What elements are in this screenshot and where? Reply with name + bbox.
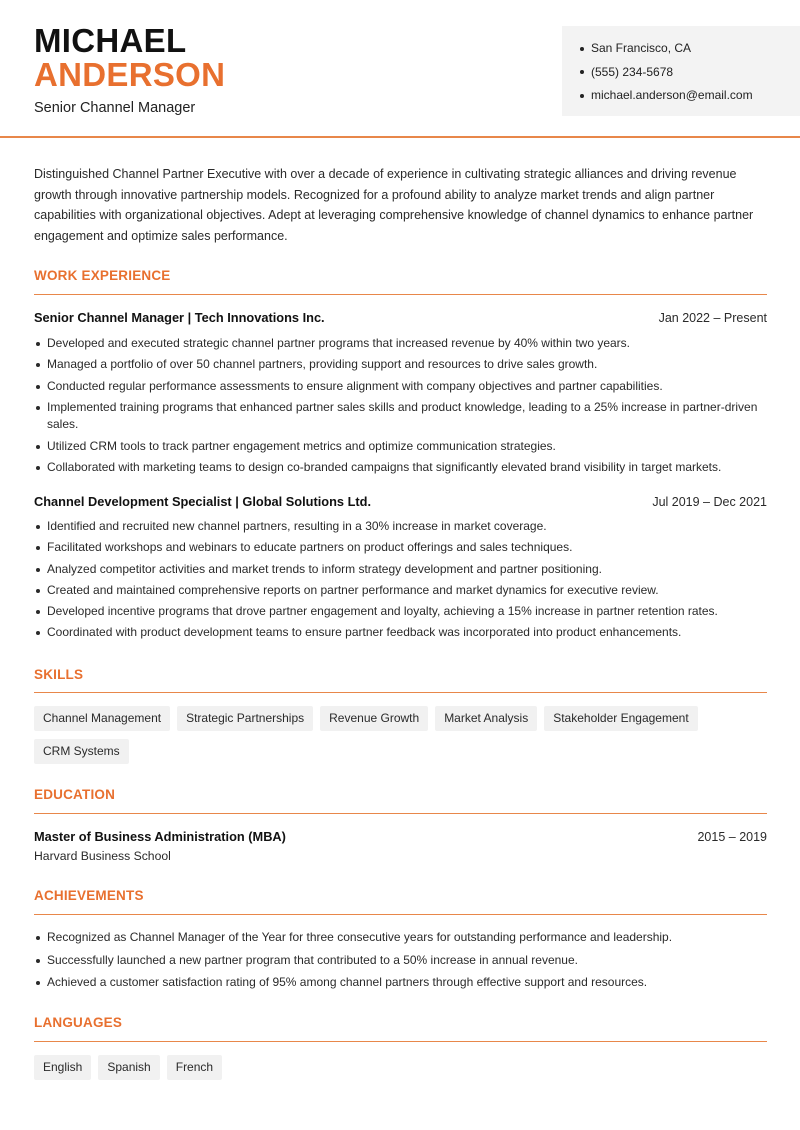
section-divider <box>34 914 767 915</box>
list-item: Created and maintained comprehensive reports on partner performance and market dynamics for executive review. <box>34 582 767 600</box>
list-item: Conducted regular performance assessments to ensure alignment with company objectives and partner capabilities. <box>34 378 767 396</box>
education-header <box>34 829 767 844</box>
section-title-skills: SKILLS <box>34 667 84 682</box>
language-chip: Spanish <box>98 1055 159 1080</box>
contact-email <box>580 84 800 108</box>
skill-chip: Channel Management <box>34 706 170 731</box>
language-chip: English <box>34 1055 91 1080</box>
first-name: MICHAEL <box>34 22 187 59</box>
job-dates: Jul 2019 – Dec 2021 <box>652 495 767 509</box>
section-title-languages: LANGUAGES <box>34 1015 123 1030</box>
job-bullets-2 <box>34 518 767 646</box>
section-title-work: WORK EXPERIENCE <box>34 268 171 283</box>
contact-box <box>562 26 800 116</box>
job-title: Senior Channel Manager <box>34 100 196 116</box>
job-header-2 <box>34 494 767 509</box>
list-item: Implemented training programs that enhanced partner sales skills and product knowledge, leading to a 25% increase in partner-driven sales. <box>34 399 767 434</box>
degree: Master of Business Administration (MBA) <box>34 829 286 844</box>
list-item: Recognized as Channel Manager of the Year for three consecutive years for outstanding performance and leadership. <box>34 929 767 947</box>
list-item: Analyzed competitor activities and market trends to inform strategy development and partner positioning. <box>34 561 767 579</box>
language-chip: French <box>167 1055 222 1080</box>
skill-chip: CRM Systems <box>34 739 129 764</box>
list-item: Developed incentive programs that drove partner engagement and loyalty, achieving a 15% increase in partner retention rates. <box>34 603 767 621</box>
list-item: Collaborated with marketing teams to design co-branded campaigns that significantly elevated brand visibility in target markets. <box>34 459 767 477</box>
list-item: Identified and recruited new channel partners, resulting in a 30% increase in market coverage. <box>34 518 767 536</box>
skill-chip: Revenue Growth <box>320 706 428 731</box>
skill-chip: Market Analysis <box>435 706 537 731</box>
email-text: michael.anderson@email.com <box>591 88 753 102</box>
list-item: Utilized CRM tools to track partner engagement metrics and optimize communication strategies. <box>34 438 767 456</box>
bullet-icon <box>580 70 584 74</box>
list-item: Facilitated workshops and webinars to educate partners on product offerings and sales techniques. <box>34 539 767 557</box>
job-bullets-1 <box>34 335 767 480</box>
bullet-icon <box>580 47 584 51</box>
job-role: Channel Development Specialist | Global Solutions Ltd. <box>34 494 372 509</box>
list-item: Managed a portfolio of over 50 channel partners, providing support and resources to drive sales growth. <box>34 356 767 374</box>
skills-list <box>34 706 767 764</box>
section-divider <box>34 692 767 693</box>
school-name: Harvard Business School <box>34 849 171 863</box>
list-item: Achieved a customer satisfaction rating of 95% among channel partners through effective support and resources. <box>34 974 767 992</box>
section-divider <box>34 1041 767 1042</box>
location-text: San Francisco, CA <box>591 41 692 55</box>
section-divider <box>34 813 767 814</box>
contact-location <box>580 37 800 61</box>
phone-text: (555) 234-5678 <box>591 64 674 79</box>
languages-list <box>34 1055 767 1080</box>
section-divider <box>34 294 767 295</box>
skill-chip: Strategic Partnerships <box>177 706 313 731</box>
resume-header <box>0 0 800 138</box>
list-item: Developed and executed strategic channel partner programs that increased revenue by 40% within two years. <box>34 335 767 353</box>
section-title-education: EDUCATION <box>34 787 116 802</box>
skill-chip: Stakeholder Engagement <box>544 706 697 731</box>
section-title-achievements: ACHIEVEMENTS <box>34 888 144 903</box>
list-item: Coordinated with product development teams to ensure partner feedback was incorporated into product enhancements. <box>34 624 767 642</box>
last-name: ANDERSON <box>34 56 226 93</box>
professional-summary: Distinguished Channel Partner Executive with over a decade of experience in cultivating strategic alliances and driving revenue growth through innovative partnership models. Recognized for a profound ability to analyze market trends and align partner capabilities with organizational objectives. Adept at leveraging comprehensive knowledge of channel dynamics to enhance partner engagement and optimize sales performance. <box>34 167 754 243</box>
education-dates: 2015 – 2019 <box>697 830 767 844</box>
job-role: Senior Channel Manager | Tech Innovations Inc. <box>34 310 325 325</box>
bullet-icon <box>580 94 584 98</box>
list-item: Successfully launched a new partner program that contributed to a 50% increase in annual revenue. <box>34 952 767 970</box>
contact-phone <box>580 61 800 85</box>
achievements-list <box>34 929 767 997</box>
job-dates: Jan 2022 – Present <box>658 311 767 325</box>
job-header-1 <box>34 310 767 325</box>
